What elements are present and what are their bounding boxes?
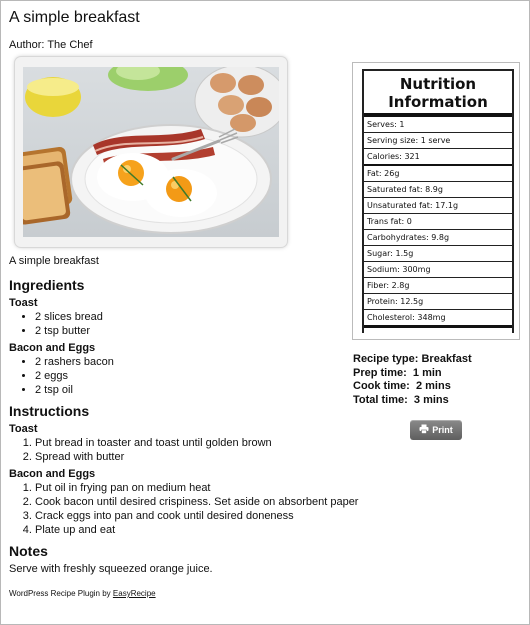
- nutrition-row: Saturated fat: 8.9g: [364, 182, 512, 198]
- nutrition-row: Serving size: 1 serve: [364, 133, 512, 149]
- nutrition-row: Protein: 12.5g: [364, 294, 512, 310]
- prep-time: Prep time: 1 min: [353, 366, 442, 379]
- instruction-list: [9, 436, 379, 464]
- nutrition-title-line2: Information: [388, 93, 488, 111]
- ingredient-list: [9, 355, 379, 397]
- nutrition-row: Calories: 321: [364, 149, 512, 166]
- printer-icon: [419, 424, 429, 436]
- easyrecipe-link[interactable]: EasyRecipe: [112, 589, 156, 598]
- ingredient-item: • 2 slices bread: [35, 310, 379, 324]
- ingredients-heading: Ingredients: [9, 277, 85, 293]
- instruction-step: 1. Put bread in toaster and toast until golden brown: [35, 436, 379, 450]
- instruction-step: 3. Crack eggs into pan and cook until desired doneness: [35, 509, 379, 523]
- instructions-heading: Instructions: [9, 403, 90, 419]
- nutrition-row: Sodium: 300mg: [364, 262, 512, 278]
- footer-prefix: WordPress Recipe Plugin by: [9, 589, 113, 598]
- ingredient-item: • 2 rashers bacon: [35, 355, 379, 369]
- notes-text: Serve with freshly squeezed orange juice.: [9, 563, 213, 575]
- recipe-photo-frame: [15, 57, 287, 247]
- nutrition-row: Trans fat: 0: [364, 214, 512, 230]
- instruction-list: [9, 481, 379, 537]
- instruction-step: 2. Cook bacon until desired crispiness. Set aside on absorbent paper: [35, 495, 379, 509]
- nutrition-row: Fat: 26g: [364, 166, 512, 182]
- nutrition-row: Carbohydrates: 9.8g: [364, 230, 512, 246]
- footer-credit: [9, 589, 379, 598]
- instruction-group-title: Toast: [9, 423, 38, 435]
- print-button[interactable]: [410, 420, 462, 440]
- print-label: Print: [432, 425, 453, 435]
- recipe-title: A simple breakfast: [9, 9, 140, 26]
- cook-time: Cook time: 2 mins: [353, 380, 451, 392]
- total-time: Total time: 3 mins: [353, 393, 449, 406]
- nutrition-title: [364, 71, 512, 113]
- photo-caption: A simple breakfast: [9, 255, 99, 267]
- ingredient-item: • 2 tsp butter: [35, 324, 379, 338]
- ingredient-list: [9, 310, 379, 338]
- ingredient-item: • 2 eggs: [35, 369, 379, 383]
- recipe-body: [9, 277, 379, 598]
- instruction-step: 4. Plate up and eat: [35, 523, 379, 537]
- recipe-author: Author: The Chef: [9, 39, 93, 51]
- nutrition-row: Sugar: 1.5g: [364, 246, 512, 262]
- nutrition-row: Fiber: 2.8g: [364, 278, 512, 294]
- nutrition-row: Unsaturated fat: 17.1g: [364, 198, 512, 214]
- nutrition-row: Cholesterol: 348mg: [367, 313, 446, 322]
- nutrition-row: Serves: 1: [364, 117, 512, 133]
- recipe-meta: [353, 353, 472, 407]
- nutrition-title-line1: Nutrition: [399, 75, 477, 93]
- recipe-type: Recipe type: Breakfast: [353, 353, 472, 365]
- instruction-step: 1. Put oil in frying pan on medium heat: [35, 481, 379, 495]
- ingredient-group-title: Bacon and Eggs: [9, 342, 96, 354]
- recipe-photo: [23, 67, 279, 237]
- instruction-step: 2. Spread with butter: [35, 450, 379, 464]
- nutrition-table: [362, 69, 514, 333]
- ingredient-item: • 2 tsp oil: [35, 383, 379, 397]
- ingredient-group-title: Toast: [9, 297, 38, 309]
- instruction-group-title: Bacon and Eggs: [9, 468, 96, 480]
- notes-heading: Notes: [9, 543, 48, 559]
- nutrition-panel: [352, 62, 520, 340]
